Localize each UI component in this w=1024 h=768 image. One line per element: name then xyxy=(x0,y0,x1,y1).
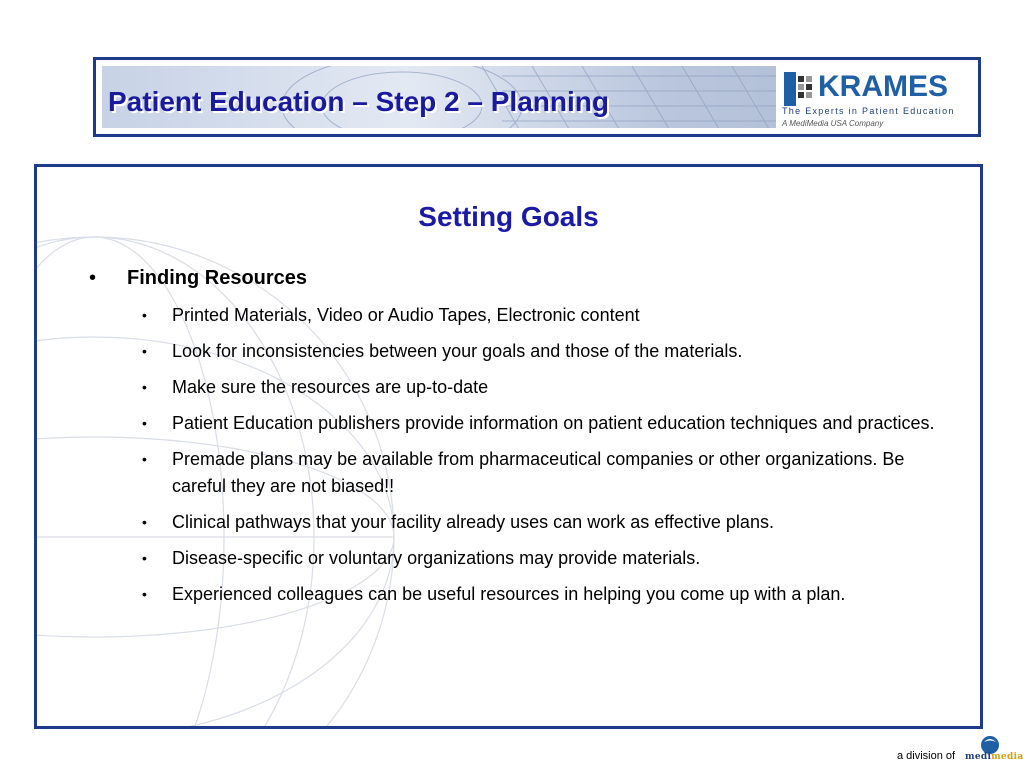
bullet-dot: • xyxy=(142,343,147,359)
header-title: Patient Education – Step 2 – Planning xyxy=(108,86,609,117)
sub-bullet-text: Clinical pathways that your facility already uses can work as effective plans. xyxy=(172,512,774,532)
bullet-list xyxy=(89,267,949,617)
bullet-dot: • xyxy=(142,379,147,395)
medimedia-logo-text xyxy=(965,752,1023,762)
bullet-dot: • xyxy=(142,586,147,602)
sub-bullet xyxy=(142,302,942,329)
sub-bullet-text: Make sure the resources are up-to-date xyxy=(172,377,489,397)
bullet-dot: • xyxy=(142,307,147,323)
krames-wordmark: KRAMES xyxy=(818,70,949,103)
slide-title: Setting Goals xyxy=(418,201,599,232)
sub-bullet xyxy=(142,509,942,536)
sub-bullet xyxy=(142,545,942,572)
sub-bullet xyxy=(142,581,942,608)
header-banner xyxy=(93,57,981,137)
bullet-dot: • xyxy=(142,550,147,566)
krames-tagline: The Experts in Patient Education xyxy=(782,106,955,116)
medimedia-logo-part1: medi xyxy=(965,752,992,762)
sub-bullet xyxy=(142,410,942,437)
sub-bullet-text: Disease-specific or voluntary organizations may provide materials. xyxy=(172,548,701,568)
medimedia-logo-part2: media xyxy=(991,752,1024,762)
content-panel xyxy=(34,164,983,729)
sub-bullet-text: Look for inconsistencies between your goals and those of the materials. xyxy=(172,341,743,361)
sub-bullet xyxy=(142,374,942,401)
main-bullet-text: Finding Resources xyxy=(127,267,308,289)
bullet-dot: • xyxy=(142,451,147,467)
sub-bullet xyxy=(142,446,942,500)
sub-bullet-text: Patient Education publishers provide information on patient education techniques and practices. xyxy=(172,413,935,433)
sub-bullet-text: Experienced colleagues can be useful resources in helping you come up with a plan. xyxy=(172,584,846,604)
main-bullet xyxy=(89,267,949,290)
krames-subline: A MediMedia USA Company xyxy=(782,119,884,128)
sub-bullet-text: Printed Materials, Video or Audio Tapes, Electronic content xyxy=(172,305,640,325)
bullet-dot: • xyxy=(142,415,147,431)
krames-logo-icon xyxy=(784,72,814,106)
sub-bullet-text: Premade plans may be available from pharmaceutical companies or other organizations. Be careful they are not biased!! xyxy=(172,449,905,496)
bullet-dot: • xyxy=(142,514,147,530)
header-background xyxy=(102,66,972,128)
bullet-dot: • xyxy=(89,267,97,289)
krames-logo xyxy=(776,66,972,128)
sub-bullet xyxy=(142,338,942,365)
footer-division-text: a division of xyxy=(897,750,956,762)
